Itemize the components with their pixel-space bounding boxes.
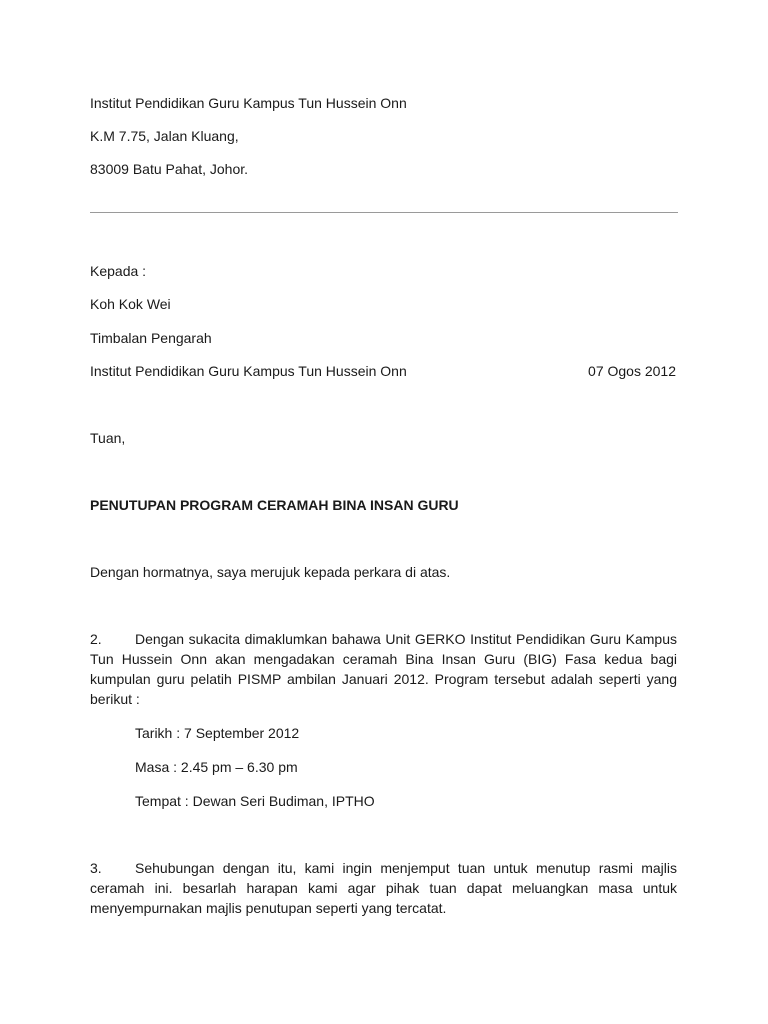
detail-tempat: Tempat : Dewan Seri Budiman, IPTHO bbox=[135, 793, 375, 809]
header-divider bbox=[90, 212, 678, 213]
paragraph-3-number: 3. bbox=[90, 860, 102, 876]
sender-address-line: K.M 7.75, Jalan Kluang, bbox=[90, 128, 239, 144]
sender-postcode-line: 83009 Batu Pahat, Johor. bbox=[90, 161, 249, 177]
detail-tarikh: Tarikh : 7 September 2012 bbox=[135, 725, 300, 741]
detail-masa: Masa : 2.45 pm – 6.30 pm bbox=[135, 759, 298, 775]
paragraph-3-text: Sehubungan dengan itu, kami ingin menjemput tuan untuk menutup rasmi majlis ceramah ini. besarlah harapan kami agar pihak tuan dapat meluangkan masa untuk menyempurnakan majlis penutupan seperti yang tercatat. bbox=[90, 860, 677, 916]
recipient-institution: Institut Pendidikan Guru Kampus Tun Hussein Onn bbox=[90, 363, 407, 379]
paragraph-2 bbox=[90, 629, 677, 709]
paragraph-3 bbox=[90, 858, 677, 918]
recipient-label: Kepada : bbox=[90, 263, 147, 279]
letter-date: 07 Ogos 2012 bbox=[588, 363, 676, 379]
letter-subject: PENUTUPAN PROGRAM CERAMAH BINA INSAN GURU bbox=[90, 497, 459, 513]
paragraph-2-text: Dengan sukacita dimaklumkan bahawa Unit GERKO Institut Pendidikan Guru Kampus Tun Hussein Onn akan mengadakan ceramah Bina Insan Guru (BIG) Fasa kedua bagi kumpulan guru pelatih PISMP ambilan Januari 2012. Program tersebut adalah seperti yang berikut : bbox=[90, 631, 677, 707]
paragraph-2-number: 2. bbox=[90, 631, 102, 647]
recipient-name: Koh Kok Wei bbox=[90, 296, 171, 312]
salutation: Tuan, bbox=[90, 430, 126, 446]
opening-sentence: Dengan hormatnya, saya merujuk kepada perkara di atas. bbox=[90, 564, 451, 580]
recipient-position: Timbalan Pengarah bbox=[90, 330, 212, 346]
sender-institution: Institut Pendidikan Guru Kampus Tun Hussein Onn bbox=[90, 95, 407, 111]
